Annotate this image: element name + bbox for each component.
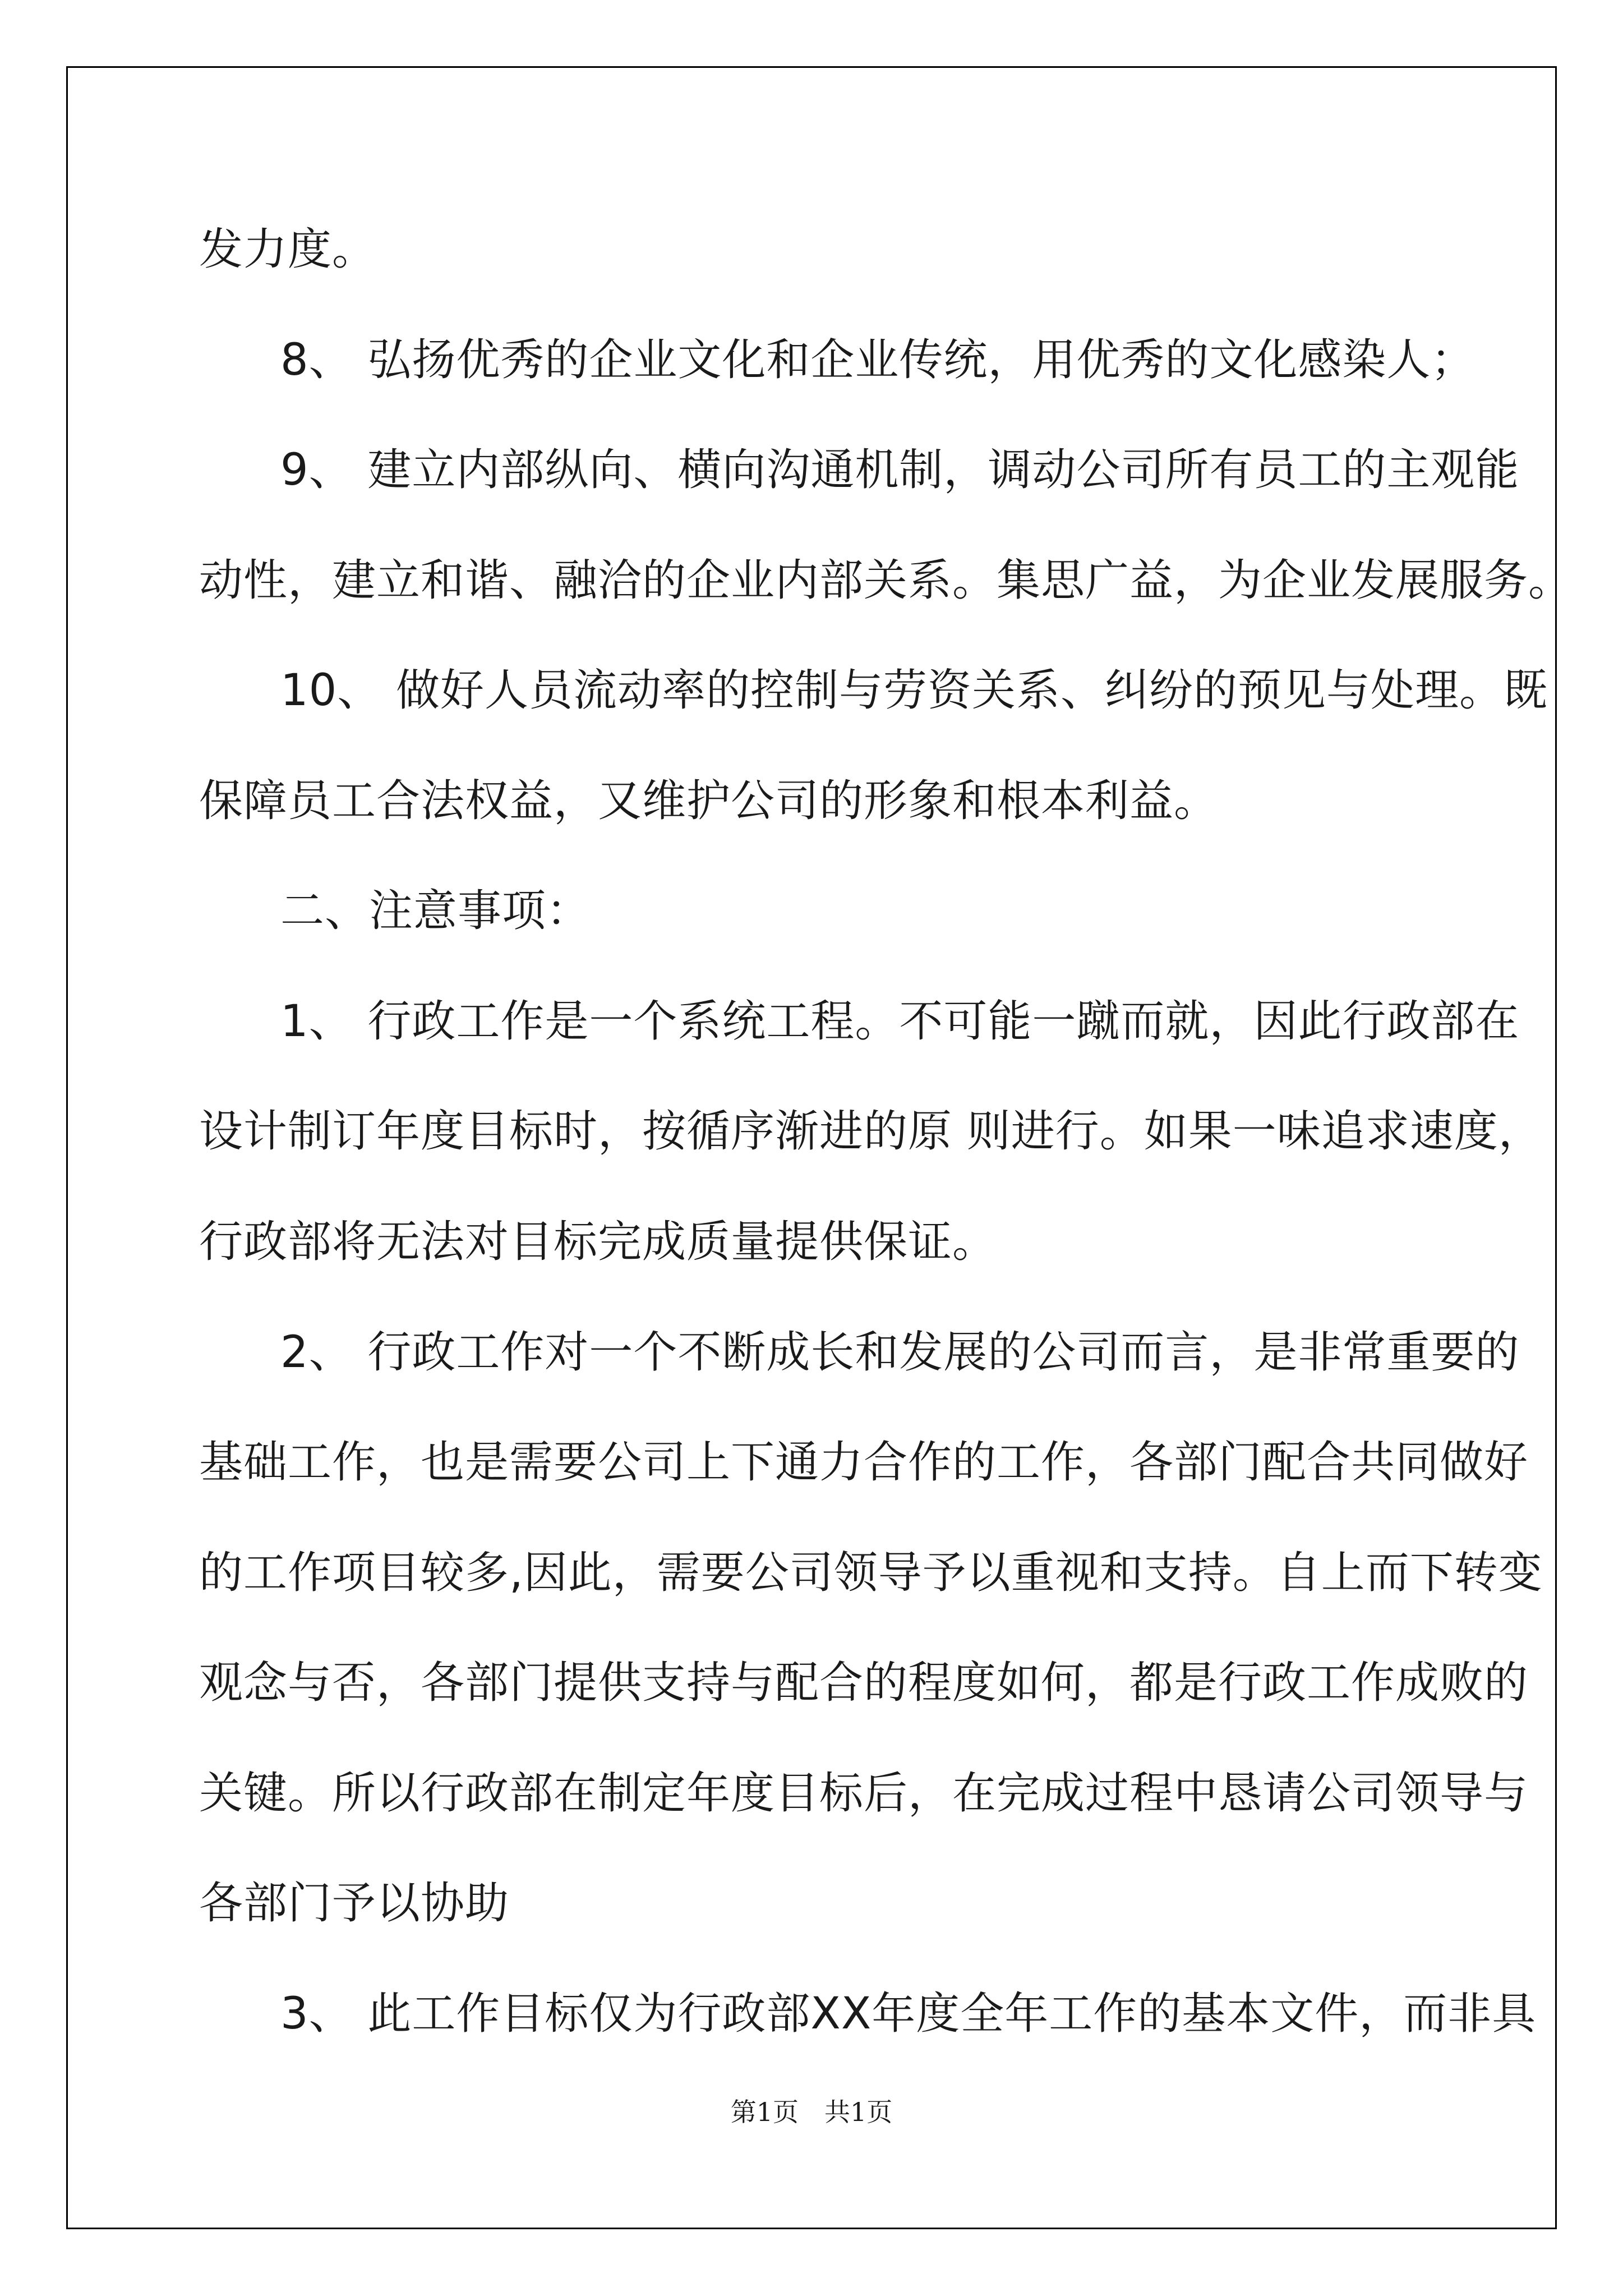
text-line: 9、 建立内部纵向、横向沟通机制，调动公司所有员工的主观能 bbox=[280, 445, 1520, 495]
text-line: 各部门予以协助 bbox=[199, 1878, 510, 1929]
text-line: 关键。所以行政部在制定年度目标后，在完成过程中恳请公司领导与 bbox=[199, 1768, 1529, 1819]
page-number-footer: 第1页 共1页 bbox=[730, 2097, 893, 2127]
text-line: 基础工作，也是需要公司上下通力合作的工作，各部门配合共同做好 bbox=[199, 1437, 1529, 1488]
text-line: 保障员工合法权益，又维护公司的形象和根本利益。 bbox=[199, 776, 1219, 826]
text-line: 2、 行政工作对一个不断成长和发展的公司而言，是非常重要的 bbox=[280, 1327, 1520, 1378]
text-line: 设计制订年度目标时，按循序渐进的原 则进行。如果一味追求速度， bbox=[199, 1106, 1543, 1157]
text-line: 发力度。 bbox=[199, 224, 377, 275]
text-line: 观念与否，各部门提供支持与配合的程度如何，都是行政工作成败的 bbox=[199, 1658, 1529, 1708]
text-line: 1、 行政工作是一个系统工程。不可能一蹴而就，因此行政部在 bbox=[280, 996, 1520, 1047]
text-line: 3、 此工作目标仅为行政部XX年度全年工作的基本文件，而非具 bbox=[280, 1989, 1537, 2039]
text-line: 行政部将无法对目标完成质量提供保证。 bbox=[199, 1217, 997, 1267]
text-line: 动性，建立和谐、融洽的企业内部关系。集思广益，为企业发展服务。 bbox=[199, 555, 1573, 606]
text-line: 10、 做好人员流动率的控制与劳资关系、纠纷的预见与处理。既 bbox=[280, 665, 1548, 716]
text-line: 的工作项目较多,因此，需要公司领导予以重视和支持。自上而下转变 bbox=[199, 1548, 1543, 1598]
text-line: 8、 弘扬优秀的企业文化和企业传统，用优秀的文化感染人； bbox=[280, 335, 1476, 385]
section-heading: 二、注意事项： bbox=[280, 886, 591, 936]
